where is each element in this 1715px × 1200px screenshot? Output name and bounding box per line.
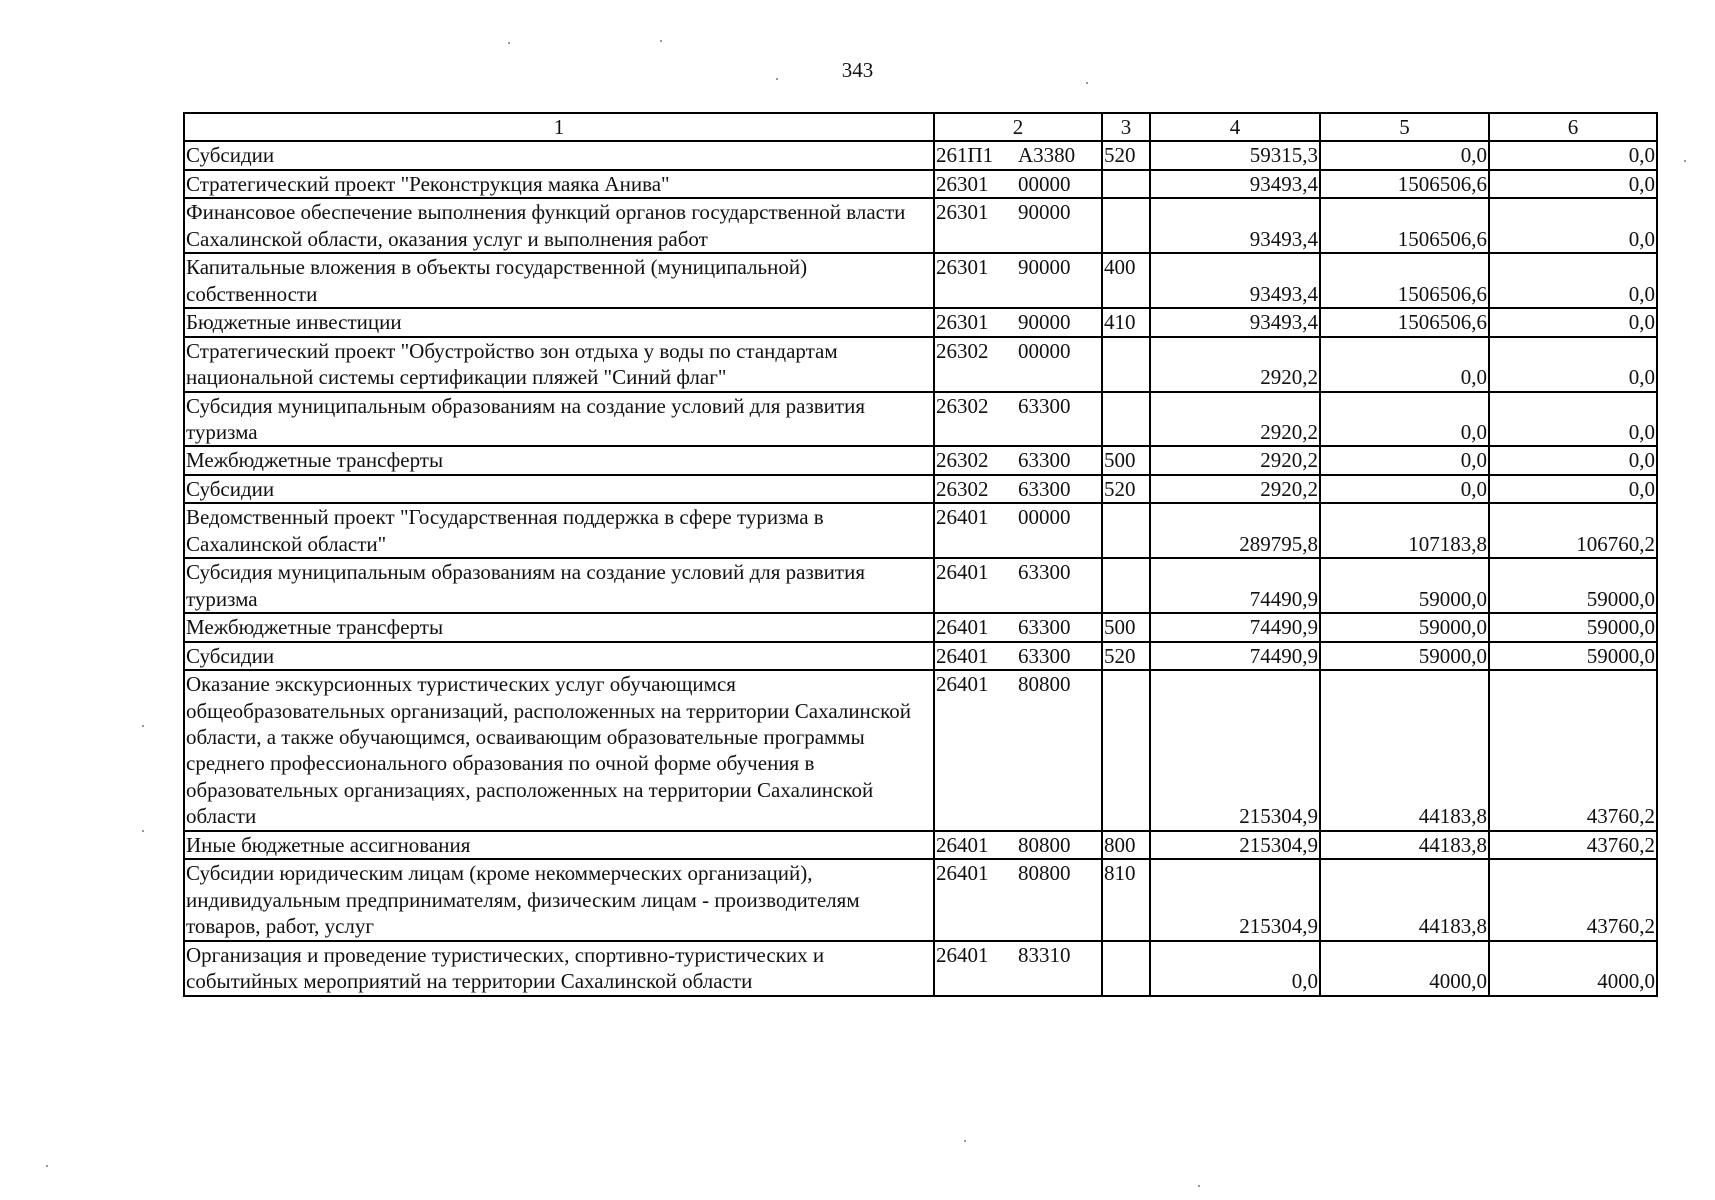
row-name: Бюджетные инвестиции: [184, 308, 934, 336]
direction-code: 00000: [1018, 171, 1071, 196]
direction-code: 63300: [1018, 448, 1071, 473]
column-header: 6: [1489, 113, 1657, 141]
row-name: Организация и проведение туристических, спортивно-туристических и событийных мероприятий на территории Сахалинской области: [184, 941, 934, 996]
table-row: [184, 446, 1657, 474]
table-row: [184, 141, 1657, 169]
amount-col6: 43760,2: [1489, 670, 1657, 831]
table-row: [184, 558, 1657, 613]
row-code: [934, 392, 1102, 447]
row-name: Субсидии юридическим лицам (кроме некоммерческих организаций), индивидуальным предпринимателям, физическим лицам - производителям товаров, работ, услуг: [184, 859, 934, 940]
row-code: [934, 198, 1102, 253]
amount-col5: 1506506,6: [1320, 170, 1489, 198]
amount-col6: 0,0: [1489, 253, 1657, 308]
row-code: [934, 941, 1102, 996]
amount-col4: 215304,9: [1150, 831, 1320, 859]
expense-type-code: [1102, 337, 1150, 392]
column-header: 1: [184, 113, 934, 141]
direction-code: 00000: [1018, 505, 1071, 530]
row-code: [934, 253, 1102, 308]
table-row: [184, 170, 1657, 198]
direction-code: 63300: [1018, 643, 1071, 668]
row-name: Оказание экскурсионных туристических услуг обучающимся общеобразовательных организаций, расположенных на территории Сахалинской области, а также обучающимся, осваивающим образовательные программы среднего профессионального образования по очной форме обучения в образовательных организациях, расположенных на территории Сахалинской области: [184, 670, 934, 831]
program-code: 26401: [936, 942, 989, 967]
direction-code: 83310: [1018, 942, 1071, 967]
program-code: 26401: [936, 560, 989, 585]
row-name: Капитальные вложения в объекты государственной (муниципальной) собственности: [184, 253, 934, 308]
amount-col6: 0,0: [1489, 392, 1657, 447]
row-name: Межбюджетные трансферты: [184, 613, 934, 641]
program-code: 26302: [936, 338, 989, 363]
amount-col4: 59315,3: [1150, 141, 1320, 169]
row-code: [934, 503, 1102, 558]
amount-col4: 74490,9: [1150, 642, 1320, 670]
expense-type-code: 520: [1102, 642, 1150, 670]
direction-code: 63300: [1018, 393, 1071, 418]
amount-col6: 43760,2: [1489, 859, 1657, 940]
table-row: [184, 475, 1657, 503]
row-code: [934, 141, 1102, 169]
amount-col6: 0,0: [1489, 141, 1657, 169]
amount-col6: 59000,0: [1489, 613, 1657, 641]
program-code: 26302: [936, 476, 989, 501]
program-code: 26301: [936, 200, 989, 225]
table-row: [184, 670, 1657, 831]
direction-code: 90000: [1018, 255, 1071, 280]
row-code: [934, 337, 1102, 392]
amount-col5: 44183,8: [1320, 670, 1489, 831]
amount-col5: 107183,8: [1320, 503, 1489, 558]
row-code: [934, 558, 1102, 613]
program-code: 26401: [936, 505, 989, 530]
amount-col6: 0,0: [1489, 475, 1657, 503]
amount-col5: 0,0: [1320, 337, 1489, 392]
amount-col4: 93493,4: [1150, 170, 1320, 198]
amount-col4: 2920,2: [1150, 337, 1320, 392]
amount-col5: 59000,0: [1320, 558, 1489, 613]
amount-col5: 1506506,6: [1320, 198, 1489, 253]
row-name: Субсидии: [184, 642, 934, 670]
amount-col5: 1506506,6: [1320, 253, 1489, 308]
row-name: Ведомственный проект "Государственная поддержка в сфере туризма в Сахалинской области": [184, 503, 934, 558]
amount-col6: 0,0: [1489, 337, 1657, 392]
table-row: [184, 392, 1657, 447]
expense-type-code: [1102, 392, 1150, 447]
row-code: [934, 308, 1102, 336]
amount-col4: 215304,9: [1150, 859, 1320, 940]
table-row: [184, 503, 1657, 558]
expense-type-code: 800: [1102, 831, 1150, 859]
amount-col4: 93493,4: [1150, 308, 1320, 336]
table-row: [184, 831, 1657, 859]
program-code: 26401: [936, 672, 989, 697]
table-row: [184, 859, 1657, 940]
row-code: [934, 446, 1102, 474]
program-code: 26401: [936, 832, 989, 857]
expense-type-code: 520: [1102, 475, 1150, 503]
amount-col4: 215304,9: [1150, 670, 1320, 831]
row-name: Стратегический проект "Реконструкция маяка Анива": [184, 170, 934, 198]
amount-col6: 4000,0: [1489, 941, 1657, 996]
amount-col4: 289795,8: [1150, 503, 1320, 558]
direction-code: 90000: [1018, 200, 1071, 225]
budget-table: [183, 112, 1658, 997]
amount-col6: 106760,2: [1489, 503, 1657, 558]
amount-col5: 0,0: [1320, 141, 1489, 169]
amount-col4: 74490,9: [1150, 613, 1320, 641]
expense-type-code: [1102, 170, 1150, 198]
row-name: Стратегический проект "Обустройство зон отдыха у воды по стандартам национальной системы сертификации пляжей "Синий флаг": [184, 337, 934, 392]
header-row: [184, 113, 1657, 141]
expense-type-code: [1102, 941, 1150, 996]
amount-col5: 4000,0: [1320, 941, 1489, 996]
column-header: 3: [1102, 113, 1150, 141]
direction-code: 63300: [1018, 560, 1071, 585]
program-code: 26301: [936, 255, 989, 280]
column-header: 4: [1150, 113, 1320, 141]
amount-col4: 93493,4: [1150, 198, 1320, 253]
direction-code: 90000: [1018, 310, 1071, 335]
expense-type-code: 400: [1102, 253, 1150, 308]
program-code: 26401: [936, 615, 989, 640]
row-name: Субсидии: [184, 141, 934, 169]
amount-col6: 0,0: [1489, 308, 1657, 336]
amount-col4: 0,0: [1150, 941, 1320, 996]
row-name: Иные бюджетные ассигнования: [184, 831, 934, 859]
table-row: [184, 308, 1657, 336]
row-code: [934, 831, 1102, 859]
amount-col6: 0,0: [1489, 198, 1657, 253]
amount-col4: 2920,2: [1150, 392, 1320, 447]
column-header: 5: [1320, 113, 1489, 141]
amount-col5: 0,0: [1320, 475, 1489, 503]
row-code: [934, 670, 1102, 831]
table-row: [184, 198, 1657, 253]
direction-code: А3380: [1018, 143, 1076, 168]
amount-col5: 59000,0: [1320, 642, 1489, 670]
amount-col5: 44183,8: [1320, 831, 1489, 859]
direction-code: 80800: [1018, 672, 1071, 697]
expense-type-code: [1102, 670, 1150, 831]
amount-col5: 59000,0: [1320, 613, 1489, 641]
amount-col5: 0,0: [1320, 392, 1489, 447]
amount-col6: 59000,0: [1489, 558, 1657, 613]
program-code: 26302: [936, 448, 989, 473]
column-header: 2: [934, 113, 1102, 141]
amount-col5: 44183,8: [1320, 859, 1489, 940]
row-code: [934, 859, 1102, 940]
expense-type-code: 500: [1102, 613, 1150, 641]
expense-type-code: [1102, 558, 1150, 613]
row-code: [934, 613, 1102, 641]
table-row: [184, 337, 1657, 392]
amount-col6: 43760,2: [1489, 831, 1657, 859]
amount-col6: 59000,0: [1489, 642, 1657, 670]
expense-type-code: 520: [1102, 141, 1150, 169]
amount-col6: 0,0: [1489, 170, 1657, 198]
direction-code: 80800: [1018, 832, 1071, 857]
expense-type-code: 500: [1102, 446, 1150, 474]
row-name: Субсидия муниципальным образованиям на создание условий для развития туризма: [184, 392, 934, 447]
row-name: Финансовое обеспечение выполнения функций органов государственной власти Сахалинской области, оказания услуг и выполнения работ: [184, 198, 934, 253]
amount-col4: 93493,4: [1150, 253, 1320, 308]
row-code: [934, 642, 1102, 670]
direction-code: 80800: [1018, 861, 1071, 886]
amount-col4: 74490,9: [1150, 558, 1320, 613]
direction-code: 63300: [1018, 476, 1071, 501]
program-code: 26401: [936, 643, 989, 668]
program-code: 261П1: [936, 143, 994, 168]
expense-type-code: [1102, 503, 1150, 558]
program-code: 26302: [936, 393, 989, 418]
amount-col5: 0,0: [1320, 446, 1489, 474]
row-name: Субсидии: [184, 475, 934, 503]
direction-code: 63300: [1018, 615, 1071, 640]
row-name: Субсидия муниципальным образованиям на создание условий для развития туризма: [184, 558, 934, 613]
expense-type-code: 410: [1102, 308, 1150, 336]
row-name: Межбюджетные трансферты: [184, 446, 934, 474]
program-code: 26301: [936, 310, 989, 335]
program-code: 26401: [936, 861, 989, 886]
table-row: [184, 613, 1657, 641]
table-row: [184, 941, 1657, 996]
row-code: [934, 475, 1102, 503]
table-row: [184, 642, 1657, 670]
amount-col4: 2920,2: [1150, 475, 1320, 503]
expense-type-code: [1102, 198, 1150, 253]
row-code: [934, 170, 1102, 198]
direction-code: 00000: [1018, 338, 1071, 363]
program-code: 26301: [936, 171, 989, 196]
amount-col4: 2920,2: [1150, 446, 1320, 474]
table-row: [184, 253, 1657, 308]
page-number: 343: [841, 58, 874, 82]
amount-col6: 0,0: [1489, 446, 1657, 474]
amount-col5: 1506506,6: [1320, 308, 1489, 336]
expense-type-code: 810: [1102, 859, 1150, 940]
